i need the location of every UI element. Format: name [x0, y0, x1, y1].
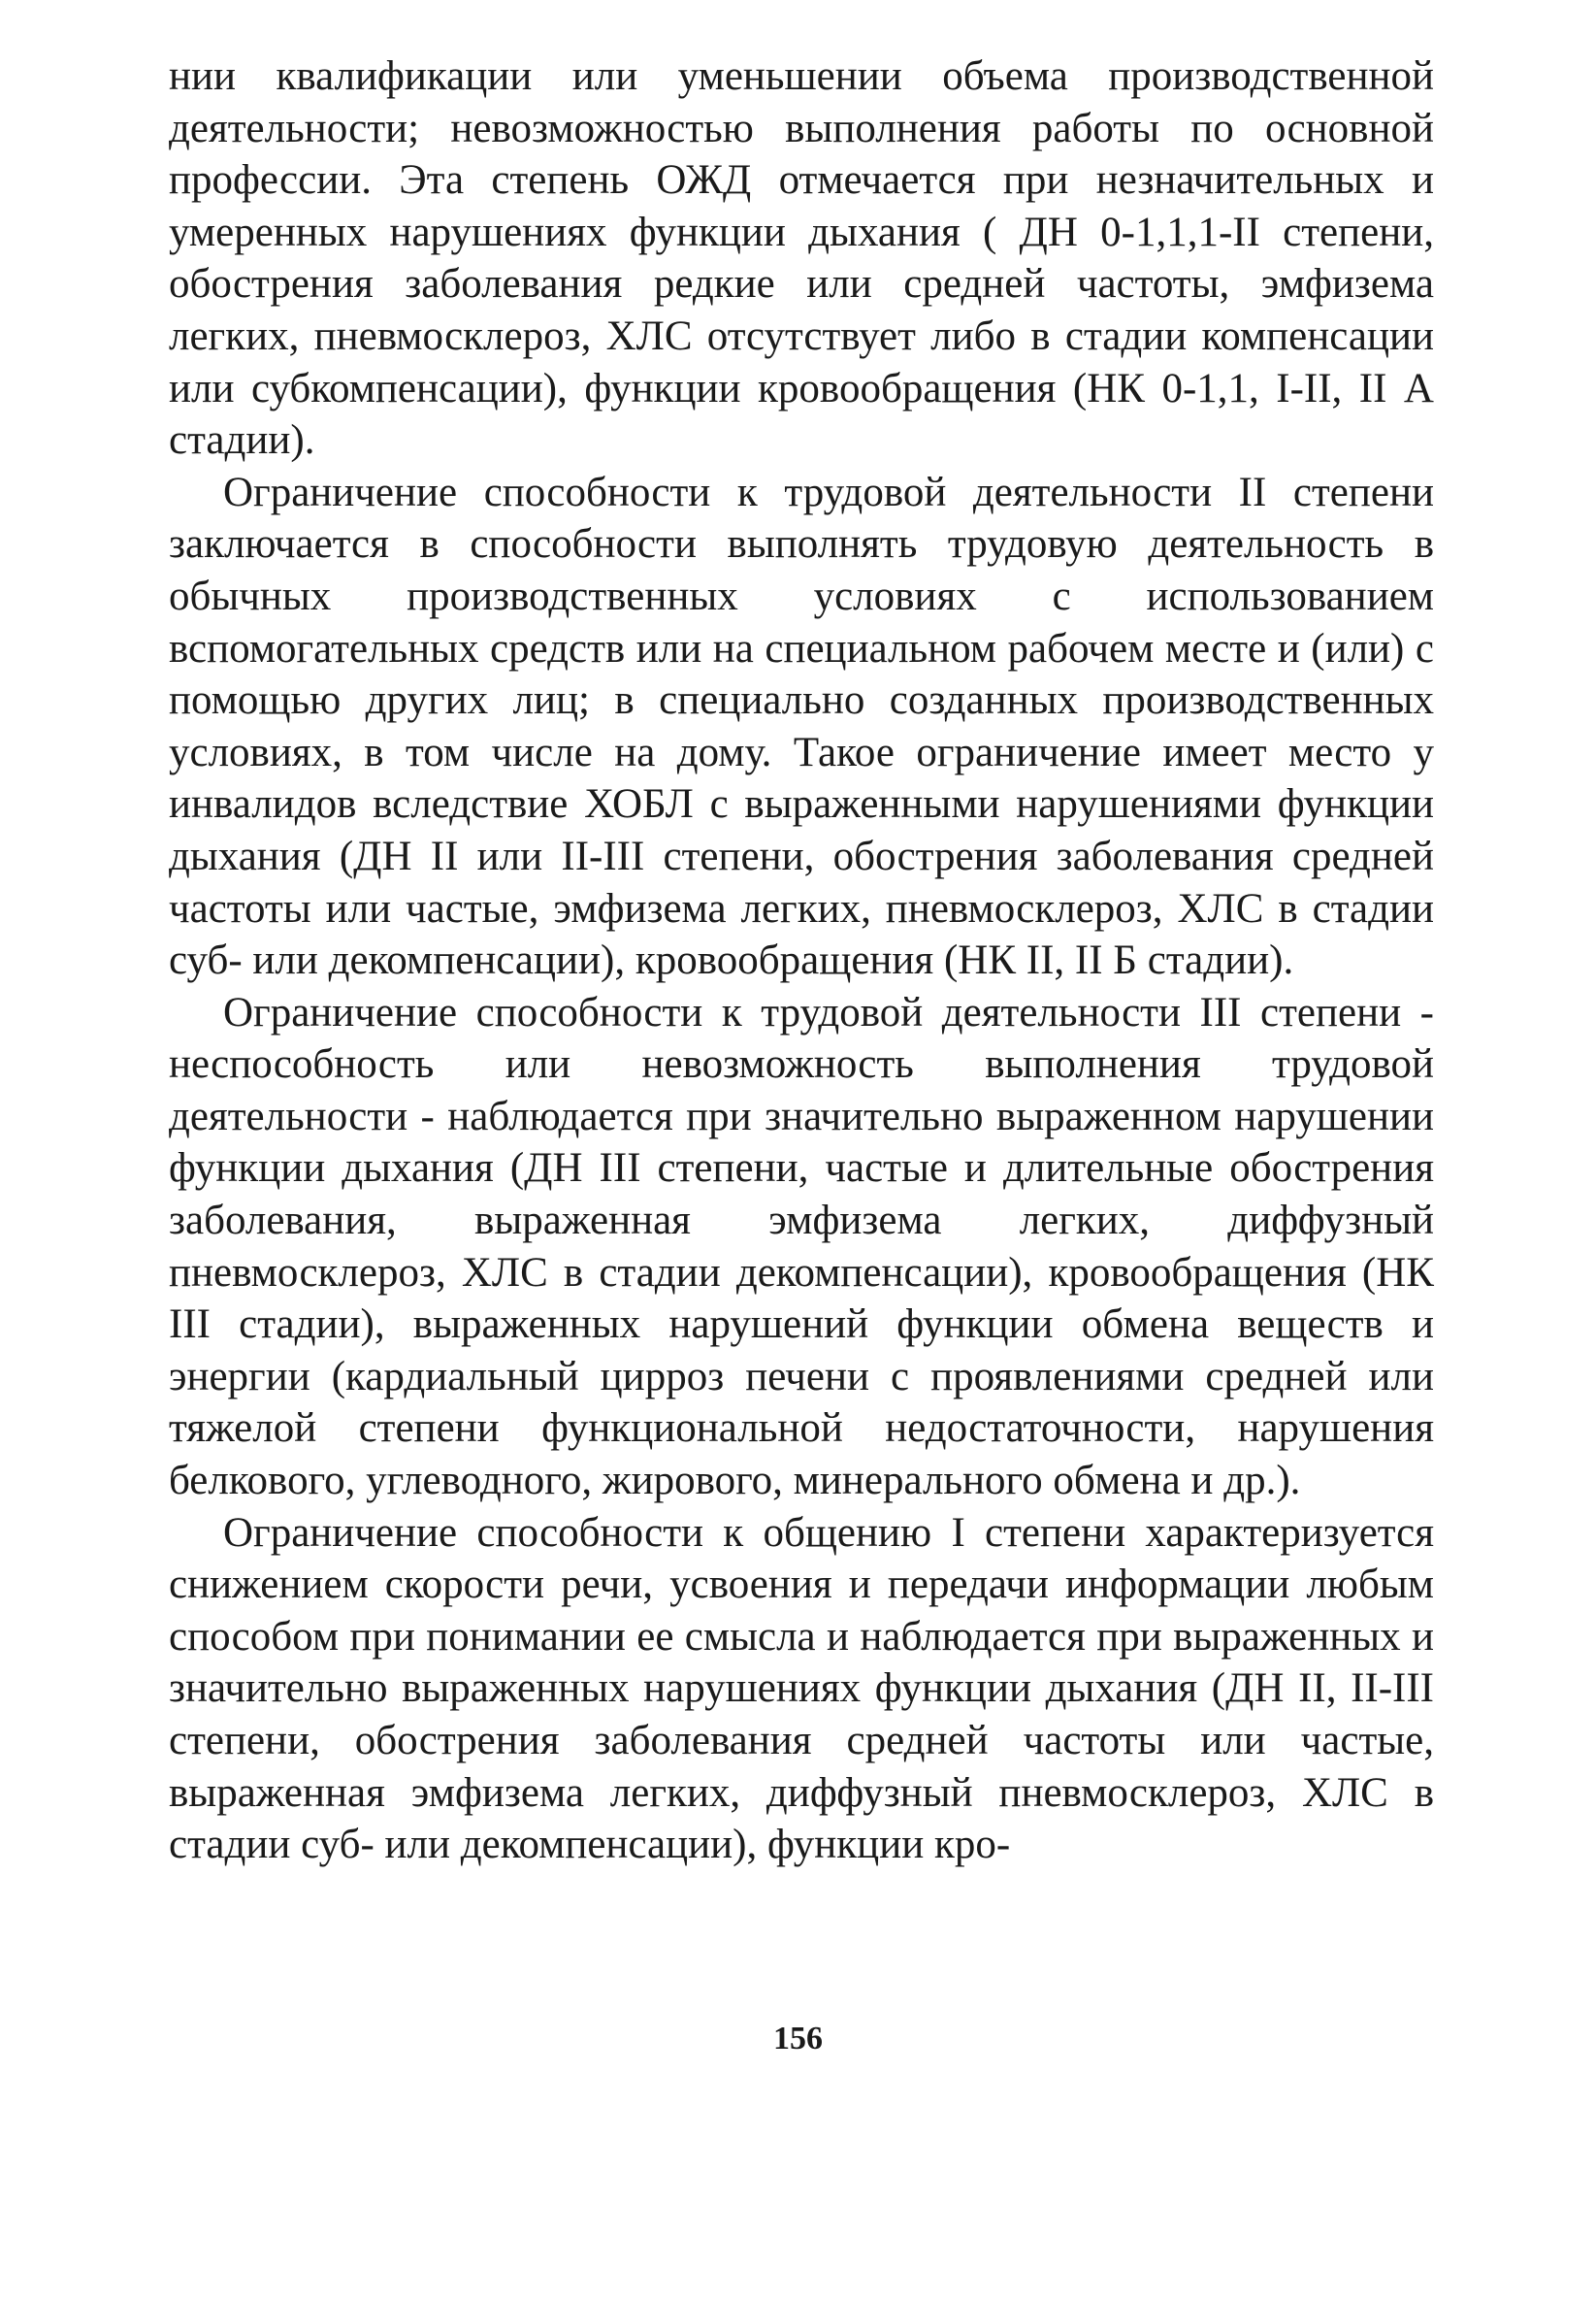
paragraph-work-limitation-3: Ограничение способности к трудовой деятельности III степени - неспособность или невозможность выполнения трудовой деятельности - наблюдается при значительно выраженном нарушении функции дыхания (ДН III степени, частые и длительные обострения заболевания, выраженная эмфизема легких, диффузный пневмосклероз, ХЛС в стадии декомпенсации), кровообращения (НК III стадии), выраженных нарушений функции обмена веществ и энергии (кардиальный цирроз печени с проявлениями средней или тяжелой степени функциональной недостаточности, нарушения белкового, углеводного, жирового, минерального обмена и др.). — [169, 989, 1434, 1504]
paragraph-communication-limitation-1: Ограничение способности к общению I степени характеризуется снижением скорости речи, усвоения и передачи информации любым способом при понимании ее смысла и наблюдается при выраженных и значительно выраженных нарушениях функции дыхания (ДН II, II-III степени, обострения заболевания средней частоты или частые, выраженная эмфизема легких, диффузный пневмосклероз, ХЛС в стадии суб- или декомпенсации), функции кро- — [169, 1509, 1434, 1868]
body-text — [169, 50, 1434, 1871]
paragraph-continuation: нии квалификации или уменьшении объема производственной деятельности; невозможностью выполнения работы по основной профессии. Эта степень ОЖД отмечается при незначительных и умеренных нарушениях функции дыхания ( ДН 0-1,1,1-II степени, обострения заболевания редкие или средней частоты, эмфизема легких, пневмосклероз, ХЛС отсутствует либо в стадии компенсации или субкомпенсации), функции кровообращения (НК 0-1,1, I-II, II А стадии). — [169, 53, 1434, 464]
paragraph-work-limitation-2: Ограничение способности к трудовой деятельности II степени заключается в способности выполнять трудовую деятельность в обычных производственных условиях с использованием вспомогательных средств или на специальном рабочем месте и (или) с помощью других лиц; в специально созданных производственных условиях, в том числе на дому. Такое ограничение имеет место у инвалидов вследствие ХОБЛ с выраженными нарушениями функции дыхания (ДН II или II-III степени, обострения заболевания средней частоты или частые, эмфизема легких, пневмосклероз, ХЛС в стадии суб- или декомпенсации), кровообращения (НК II, II Б стадии). — [169, 469, 1434, 984]
page-number: 156 — [773, 2021, 823, 2056]
